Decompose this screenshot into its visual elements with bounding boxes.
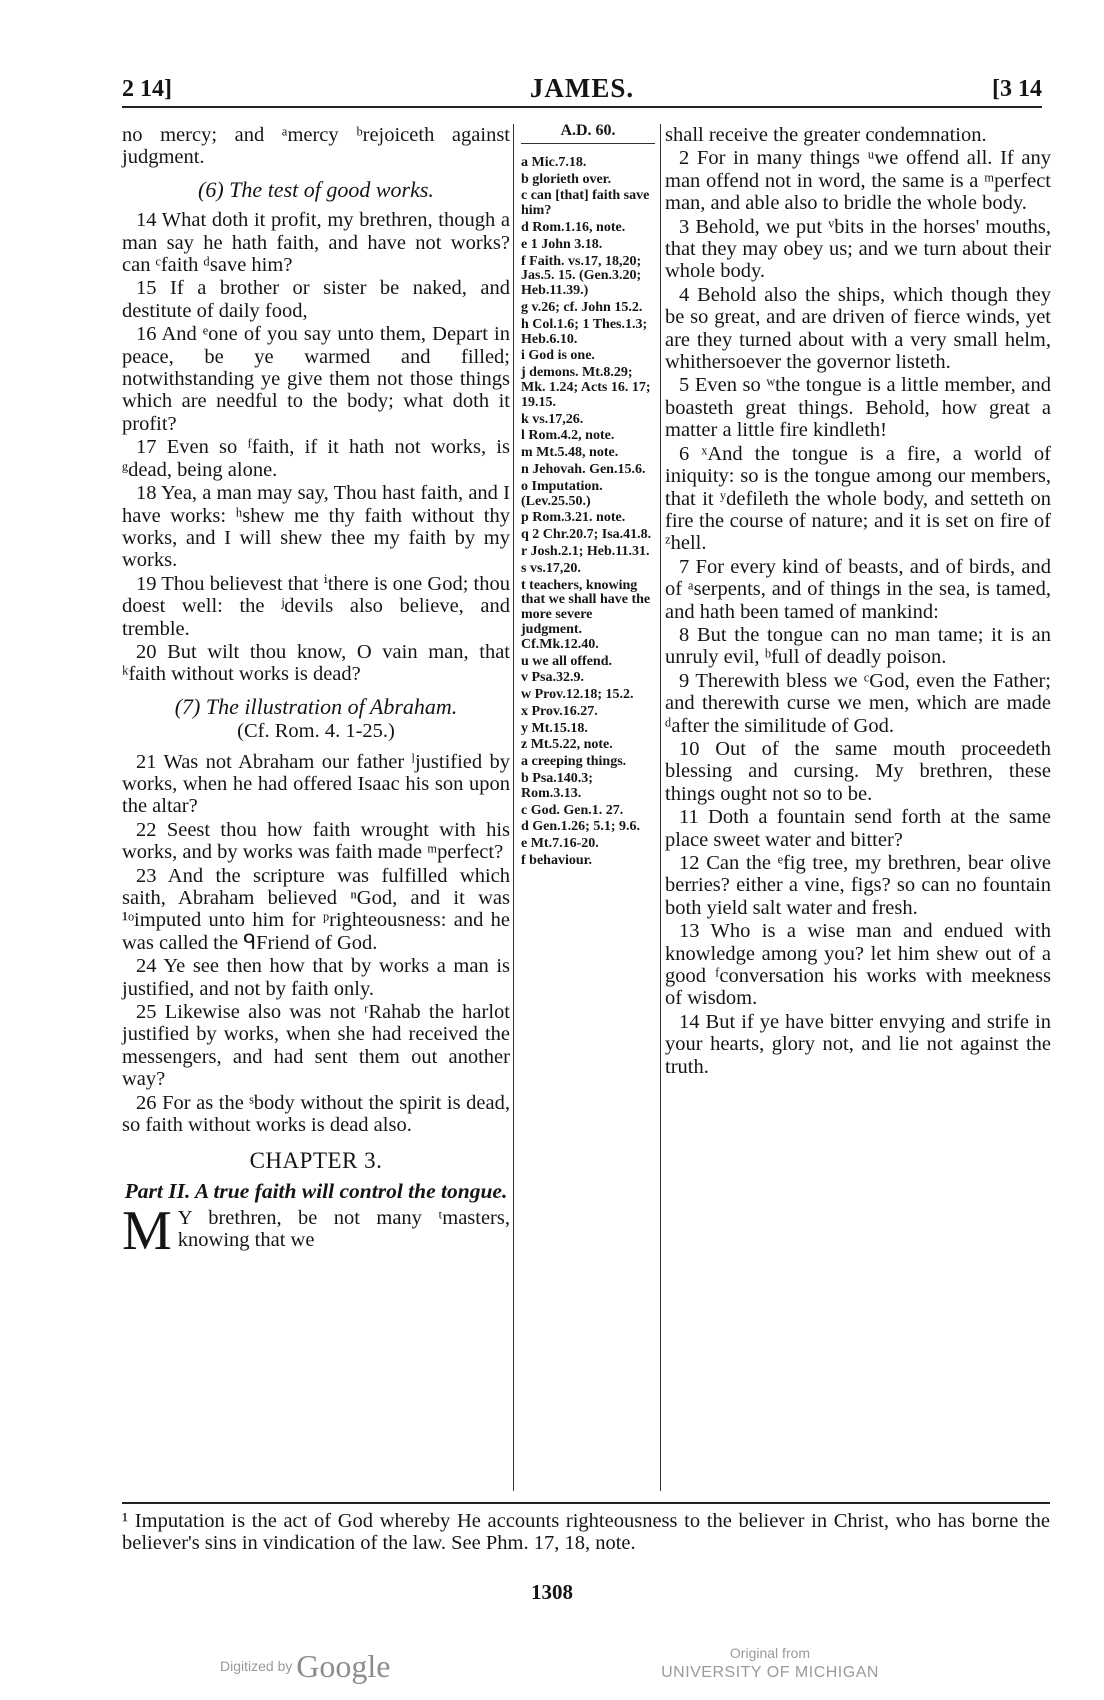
marginal-reference: m Mt.5.48, note.	[521, 445, 619, 461]
digitized-by-watermark	[220, 1648, 390, 1685]
left-text-column	[122, 124, 510, 1262]
section-cross-reference: (Cf. Rom. 4. 1-25.)	[237, 720, 395, 743]
verse-text: 26 For as the ˢbody without the spirit is dead, so faith without works is dead also.	[122, 1091, 510, 1137]
original-from-label: Original from	[729, 1645, 811, 1661]
marginal-reference: v Psa.32.9.	[521, 670, 584, 686]
verse-text: 4 Behold also the ships, which though they be so great, and are driven of fierce winds, yet are they turned about with a very small helm, whithersoever the governor listeth.	[665, 283, 1051, 374]
chapter-heading: CHAPTER 3.	[249, 1148, 383, 1174]
right-text-column	[665, 124, 1051, 1079]
marginal-reference: c God. Gen.1. 27.	[521, 802, 624, 818]
marginal-reference: j demons. Mt.8.29; Mk. 1.24; Acts 16. 17; 19.15.	[521, 365, 651, 410]
verse-text: 3 Behold, we put ᵛbits in the horses' mouths, that they may obey us; and we turn about their whole body.	[665, 215, 1051, 283]
header-book-title: JAMES.	[529, 73, 635, 103]
marginal-reference: g v.26; cf. John 15.2.	[521, 299, 643, 315]
verse-text: 14 What doth it profit, my brethren, though a man say he hath faith, and have not works? can ᶜfaith ᵈsave him?	[122, 209, 510, 277]
reference-list	[521, 156, 655, 869]
header-right: [3 14	[992, 76, 1042, 102]
marginal-reference: c can [that] faith save him?	[521, 188, 650, 219]
verse-text: 24 Ye see then how that by works a man is justified, and not by faith only.	[122, 955, 510, 1000]
marginal-reference: h Col.1.6; 1 Thes.1.3; Heb.6.10.	[521, 316, 648, 347]
marginal-reference: y Mt.15.18.	[521, 720, 588, 736]
date-note: A.D. 60.	[521, 124, 655, 144]
marginal-reference: a Mic.7.18.	[521, 154, 587, 170]
column-rule-right	[660, 124, 661, 1491]
marginal-reference: d Rom.1.16, note.	[521, 219, 626, 235]
verse-text: 13 Who is a wise man and endued with knowledge among you? let him shew out of a good ᶠconversation his works with meekness of wisdom.	[665, 920, 1051, 1010]
digitized-by-label: Digitized by	[220, 1658, 293, 1674]
marginal-reference: k vs.17,26.	[521, 411, 584, 427]
verse-text: 17 Even so ᶠfaith, if it hath not works, is ᵍdead, being alone.	[122, 436, 510, 481]
verse-text: 5 Even so ʷthe tongue is a little member, and boasteth great things. Behold, how great a matter a little fire kindleth!	[665, 374, 1051, 442]
verse-text	[122, 1199, 510, 1262]
marginal-reference: f behaviour.	[521, 853, 593, 869]
verse-text: 23 And the scripture was fulfilled which saith, Abraham believed ⁿGod, and it was ¹ᵒimputed unto him for ᵖrighteousness: and he was called the ᑫFriend of God.	[122, 864, 510, 954]
page-number: 1308	[531, 1580, 573, 1604]
marginal-reference: d Gen.1.26; 5.1; 9.6.	[521, 819, 640, 835]
verse-text: 16 And ᵉone of you say unto them, Depart in peace, be ye warmed and filled; notwithstanding ye give them not those things which are needful to the body; what doth it profit?	[122, 323, 510, 435]
verse-text: 25 Likewise also was not ʳRahab the harlot justified by works, when she had received the messengers, and had sent them out another way?	[122, 1001, 510, 1091]
marginal-reference: u we all offend.	[521, 653, 612, 669]
institution-label: UNIVERSITY OF MICHIGAN	[661, 1664, 879, 1681]
marginal-reference: n Jehovah. Gen.15.6.	[521, 461, 646, 477]
original-from-watermark	[660, 1643, 880, 1683]
footnote: ¹ Imputation is the act of God whereby He accounts righteousness to the believer in Christ, who has borne the believer's sins in vindication of the law. See Phm. 17, 18, note.	[122, 1502, 1050, 1554]
marginal-reference: a creeping things.	[521, 754, 627, 770]
drop-cap: M	[122, 1199, 172, 1262]
marginal-reference: b glorieth over.	[521, 171, 612, 187]
marginal-references	[521, 124, 655, 871]
verse-text: 15 If a brother or sister be naked, and destitute of daily food,	[122, 277, 510, 322]
marginal-reference: w Prov.12.18; 15.2.	[521, 687, 634, 703]
marginal-reference: x Prov.16.27.	[521, 703, 598, 719]
verse-text: no mercy; and ᵃmercy ᵇrejoiceth against judgment.	[122, 124, 510, 169]
marginal-reference: i God is one.	[521, 348, 595, 364]
verse-text: 14 But if ye have bitter envying and strife in your hearts, glory not, and lie not against the truth.	[665, 1010, 1051, 1078]
verse-text: 8 But the tongue can no man tame; it is an unruly evil, ᵇfull of deadly poison.	[665, 623, 1051, 669]
verse-text: 18 Yea, a man may say, Thou hast faith, and I have works: ʰshew me thy faith without thy works, and I will shew thee my faith by my works.	[122, 482, 510, 572]
verse-text: 22 Seest thou how faith wrought with his works, and by works was faith made ᵐperfect?	[122, 818, 510, 864]
marginal-reference: b Psa.140.3; Rom.3.13.	[521, 771, 593, 801]
marginal-reference: t teachers, knowing that we shall have the more severe judgment. Cf.Mk.12.40.	[521, 577, 651, 652]
google-logo: Google	[296, 1648, 391, 1684]
section-heading-7: (7) The illustration of Abraham.	[174, 693, 458, 719]
marginal-reference: e Mt.7.16-20.	[521, 836, 599, 852]
verse-text: 11 Doth a fountain send forth at the same place sweet water and bitter?	[665, 806, 1051, 851]
column-rule-left	[513, 124, 514, 1491]
verse-text: 20 But wilt thou know, O vain man, that ᵏfaith without works is dead?	[122, 640, 510, 686]
marginal-reference: z Mt.5.22, note.	[521, 737, 613, 753]
marginal-reference: f Faith. vs.17, 18,20; Jas.5. 15. (Gen.3.20; Heb.11.39.)	[521, 253, 642, 299]
verse-1-text: Y brethren, be not many ᵗmasters, knowing that we	[177, 1206, 510, 1252]
marginal-reference: r Josh.2.1; Heb.11.31.	[521, 543, 650, 559]
verse-text: 19 Thou believest that ⁱthere is one God; thou doest well: the ʲdevils also believe, and tremble.	[122, 572, 510, 640]
verse-text: shall receive the greater condemnation.	[665, 124, 987, 146]
marginal-reference: p Rom.3.21. note.	[521, 510, 626, 526]
verse-text: 10 Out of the same mouth proceedeth blessing and cursing. My brethren, these things ought not so to be.	[665, 737, 1051, 805]
marginal-reference: q 2 Chr.20.7; Isa.41.8.	[521, 527, 652, 543]
verse-text: 7 For every kind of beasts, and of birds, and of ᵃserpents, and of things in the sea, is tamed, and hath been tamed of mankind:	[665, 555, 1051, 623]
marginal-reference: o Imputation. (Lev.25.50.)	[521, 478, 603, 509]
verse-text: 2 For in many things ᵘwe offend all. If any man offend not in word, the same is a ᵐperfect man, and able also to bridle the whole body.	[665, 147, 1051, 215]
marginal-reference: e 1 John 3.18.	[521, 236, 603, 252]
marginal-reference: s vs.17,20.	[521, 560, 581, 576]
section-heading-6: (6) The test of good works.	[198, 176, 434, 202]
header-left: 2 14]	[122, 76, 172, 102]
marginal-reference: l Rom.4.2, note.	[521, 428, 615, 444]
part-heading: Part II. A true faith will control the tongue.	[124, 1178, 508, 1203]
running-header	[122, 70, 1042, 108]
verse-text: 12 Can the ᵉfig tree, my brethren, bear olive berries? either a vine, figs? so can no fountain both yield salt water and fresh.	[665, 852, 1051, 919]
verse-text: 21 Was not Abraham our father ˡjustified by works, when he had offered Isaac his son upon the altar?	[122, 750, 510, 818]
verse-text: 6 ˣAnd the tongue is a fire, a world of iniquity: so is the tongue among our members, that it ʸdefileth the whole body, and setteth on fire the course of nature; and it is set on fire of ᶻhell.	[665, 442, 1051, 555]
verse-text: 9 Therewith bless we ᶜGod, even the Father; and therewith curse we men, which are made ᵈafter the similitude of God.	[665, 669, 1051, 737]
